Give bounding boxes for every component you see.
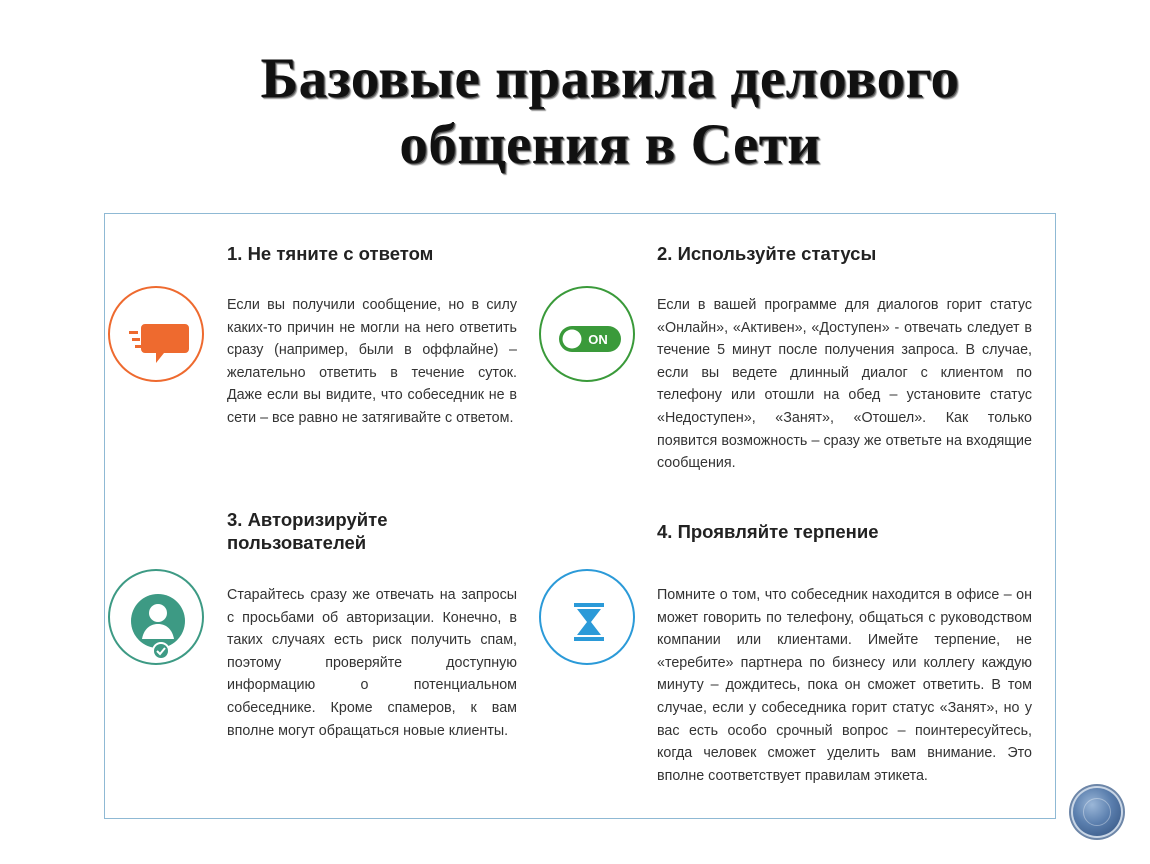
chat-bubble-icon xyxy=(108,286,204,382)
section-1-heading: 1. Не тяните с ответом xyxy=(227,243,434,264)
section-3-text: Старайтесь сразу же отвечать на запросы с просьбами об авторизации. Конечно, в таких случаях есть риск получить спам, поэтому проверяйте доступную информацию о потенциальном собеседнике. Кроме спамеров, к вам вполне могут обращаться новые клиенты. xyxy=(227,587,517,739)
toggle-on-label: ON xyxy=(588,332,608,347)
verified-user-icon xyxy=(108,569,204,665)
slide-nav-button[interactable] xyxy=(1073,788,1121,836)
section-4-text: Помните о том, что собеседник находится в офисе – он может говорить по телефону, общаться с руководством компании или клиентами. Имейте терпение, не «теребите» партнера по бизнесу или коллегу каждую минуту – дождитесь, пока он сможет ответить. В том случае, если у собеседника горит статус «Занят», но у вас есть особо срочный вопрос – поинтересуйтесь, когда человек сможет уделить вам внимание. Это вполне соответствует правилам этикета. xyxy=(657,587,1032,784)
section-3-heading xyxy=(227,508,527,554)
slide-title xyxy=(180,46,1040,178)
section-3-heading-line-2: пользователей xyxy=(227,532,367,553)
section-1-text: Если вы получили сообщение, но в силу каких-то причин не могли на него ответить сразу (например, были в оффлайне) – желательно ответить в течение суток. Даже если вы видите, что собеседник не в сети – все равно не затягивайте с ответом. xyxy=(227,297,517,426)
slide-title-line-2: общения в Сети xyxy=(399,113,821,176)
toggle-on-icon xyxy=(539,286,635,382)
section-3-heading-line-1: 3. Авторизируйте xyxy=(227,509,388,530)
section-4-heading: 4. Проявляйте терпение xyxy=(657,521,879,542)
section-2-text: Если в вашей программе для диалогов горит статус «Онлайн», «Активен», «Доступен» - отвечать следует в течение 5 минут после получения запроса. В случае, если вы ведете длинный диалог с клиентом по телефону или отошли на обед – установите статус «Недоступен», «Занят», «Отошел». Как только появится возможность – сразу же ответьте на входящие сообщения. xyxy=(657,297,1032,472)
slide-title-line-1: Базовые правила делового xyxy=(260,47,960,110)
section-2-heading: 2. Используйте статусы xyxy=(657,243,877,264)
hourglass-icon xyxy=(539,569,635,665)
